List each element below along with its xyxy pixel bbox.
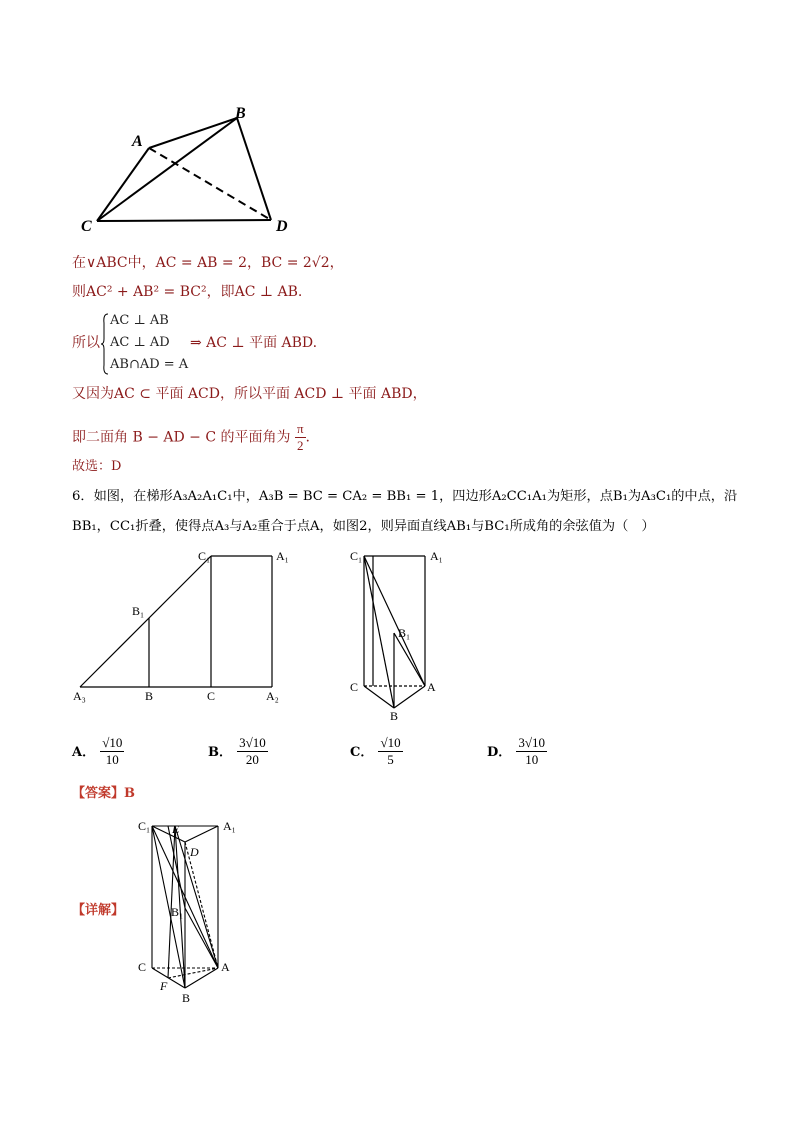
- solution-so-label: 所以: [72, 335, 100, 351]
- label-D: D: [276, 218, 288, 235]
- label-A: A: [221, 960, 230, 974]
- label-A1: A₁: [276, 549, 289, 563]
- label-C: C: [207, 689, 216, 703]
- edge-BD: [237, 118, 271, 220]
- label-A1: A₁: [223, 819, 236, 833]
- answer-line-prev: 故选：D: [72, 459, 122, 474]
- system-brace: [101, 313, 109, 375]
- solution-line-2: 则AC² + AB² = BC²，即AC ⊥ AB.: [72, 284, 303, 300]
- system-line-3: AB∩AD = A: [110, 357, 189, 372]
- detail-tag: 【详解】: [72, 903, 125, 918]
- system-line-1: AC ⊥ AB: [110, 313, 169, 328]
- option-a[interactable]: A． $\frac{√10}{10}$: [72, 735, 123, 767]
- label-A: A: [427, 680, 436, 694]
- label-B1: B₁: [132, 604, 145, 618]
- solution-line-5-text: 即二面角 B − AD − C 的平面角为: [72, 429, 291, 446]
- question-line-1: 6．如图，在梯形A₃A₂A₁C₁中，A₃B = BC = CA₂ = BB₁ = 1，四边形A₂CC₁A₁为矩形，点B₁为A₃C₁的中点，沿: [72, 489, 738, 504]
- label-B: B: [145, 689, 154, 703]
- label-B1: B₁: [171, 905, 184, 919]
- tetrahedron-figure: [70, 100, 300, 240]
- label-B: B: [182, 991, 191, 1005]
- label-D: D: [190, 845, 199, 859]
- solution-line-1: 在∨ABC中，AC = AB = 2，BC = 2√2，: [72, 255, 344, 271]
- edge-CA: [97, 148, 149, 221]
- pi-over-2-fraction: $\frac{\pi}{2}$: [296, 421, 304, 453]
- edge-CB: [97, 118, 237, 221]
- label-C1: C₁: [350, 549, 363, 563]
- label-C: C: [350, 680, 359, 694]
- label-A2: A₂: [266, 689, 279, 703]
- label-B: B: [390, 709, 399, 723]
- option-c[interactable]: C． $\frac{√10}{5}$: [350, 735, 401, 767]
- folded-prism-figure: [340, 545, 460, 725]
- system-line-2: AC ⊥ AD: [110, 335, 170, 350]
- option-b[interactable]: B． $\frac{3√10}{20}$: [208, 735, 266, 767]
- solution-line-4: 又因为AC ⊂ 平面 ACD，所以平面 ACD ⊥ 平面 ABD，: [72, 386, 427, 402]
- answer-tag: 【答案】: [72, 786, 125, 801]
- trapezoid-figure: [70, 545, 310, 705]
- label-B1: B₁: [398, 626, 411, 640]
- construction-figure: [132, 812, 252, 1012]
- label-A: A: [132, 133, 143, 150]
- label-A3: A₃: [73, 689, 86, 703]
- edge-AD-dashed: [149, 148, 271, 220]
- edge-CD: [97, 220, 271, 221]
- answer-section: [72, 782, 135, 801]
- edge-AB: [149, 118, 237, 148]
- label-F: F: [160, 979, 168, 993]
- label-A1: A₁: [430, 549, 443, 563]
- system-result: ⇒ AC ⊥ 平面 ABD.: [190, 335, 318, 351]
- answer-value: B: [124, 786, 136, 801]
- label-C1: C₁: [198, 549, 211, 563]
- option-d[interactable]: D． $\frac{3√10}{10}$: [487, 735, 546, 767]
- question-line-2: BB₁，CC₁折叠，使得点A₃与A₂重合于点A，如图2，则异面直线AB₁与BC₁所成角的余弦值为（ ）: [72, 519, 655, 534]
- label-C1: C₁: [138, 819, 151, 833]
- label-C: C: [138, 960, 147, 974]
- label-C: C: [81, 218, 92, 235]
- label-B: B: [235, 105, 246, 122]
- solution-line-5: 即二面角 B − AD − C 的平面角为 $\frac{\pi}{2}$ .: [72, 421, 310, 453]
- label-E: E: [172, 822, 180, 836]
